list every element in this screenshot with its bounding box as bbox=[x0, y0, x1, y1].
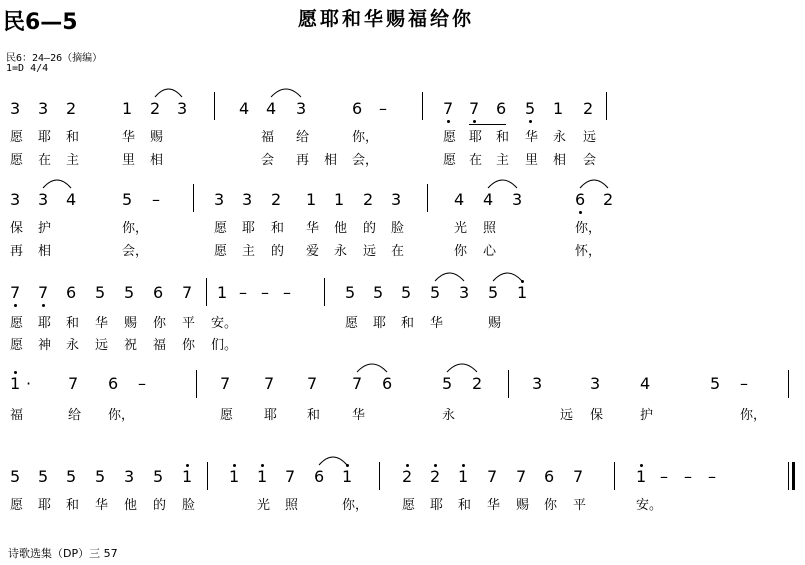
lyric-syllable: 华 bbox=[306, 221, 320, 236]
lyric-syllable: 安。 bbox=[211, 316, 238, 331]
note: 6 bbox=[352, 99, 363, 118]
lyric-syllable: 他 bbox=[334, 221, 348, 236]
lyric-syllable: 光 bbox=[257, 498, 271, 513]
note: 3 bbox=[391, 190, 402, 209]
lyric-syllable: 你， bbox=[108, 408, 135, 423]
key-signature: 1=D 4/4 bbox=[6, 63, 49, 74]
bar-line bbox=[614, 462, 615, 490]
dot-note: · bbox=[26, 374, 32, 393]
slur-arc bbox=[493, 273, 522, 281]
lyric-syllable-verse2: 的 bbox=[271, 244, 285, 259]
note: 7 bbox=[516, 467, 527, 486]
lyric-syllable: 脸 bbox=[391, 221, 405, 236]
note: 6 bbox=[314, 467, 325, 486]
lyric-syllable: 愿 bbox=[10, 498, 24, 513]
lyric-syllable-verse2: 心 bbox=[483, 244, 497, 259]
bar-line bbox=[422, 92, 423, 120]
lyric-syllable: 和 bbox=[66, 316, 80, 331]
lyric-syllable-verse2: 相 bbox=[324, 153, 338, 168]
lyric-syllable: 华 bbox=[430, 316, 444, 331]
lyric-syllable: 耶 bbox=[38, 130, 52, 145]
lyric-syllable: 赐 bbox=[150, 130, 164, 145]
lyric-syllable-verse2: 远 bbox=[95, 338, 109, 353]
lyric-syllable: 和 bbox=[458, 498, 472, 513]
upper-octave-dot bbox=[346, 464, 349, 467]
upper-octave-dot bbox=[406, 464, 409, 467]
dash-note: – bbox=[152, 190, 160, 209]
note: 5 bbox=[430, 283, 441, 302]
lyric-syllable: 华 bbox=[525, 130, 539, 145]
note: 1 bbox=[257, 467, 268, 486]
lyric-syllable-verse2: 再 bbox=[10, 244, 24, 259]
lyric-syllable: 给 bbox=[68, 408, 82, 423]
note: 6 bbox=[108, 374, 119, 393]
note: 2 bbox=[271, 190, 282, 209]
lyric-syllable: 他 bbox=[124, 498, 138, 513]
lyric-syllable: 和 bbox=[307, 408, 321, 423]
note: 5 bbox=[442, 374, 453, 393]
lower-octave-dot bbox=[529, 120, 532, 123]
lyric-syllable: 你， bbox=[352, 130, 379, 145]
lyric-syllable: 照 bbox=[285, 498, 299, 513]
lyric-syllable-verse2: 在 bbox=[38, 153, 52, 168]
upper-octave-dot bbox=[640, 464, 643, 467]
note: 3 bbox=[296, 99, 307, 118]
lyric-syllable: 华 bbox=[95, 498, 109, 513]
final-bar-thick bbox=[792, 462, 795, 490]
bar-line bbox=[379, 462, 380, 490]
note: 5 bbox=[345, 283, 356, 302]
lyric-syllable: 耶 bbox=[264, 408, 278, 423]
lyric-syllable-verse2: 在 bbox=[391, 244, 405, 259]
note: 1 bbox=[10, 374, 21, 393]
bar-line bbox=[324, 278, 325, 306]
note: 4 bbox=[66, 190, 77, 209]
bar-line bbox=[193, 184, 194, 212]
lyric-syllable-verse2: 祝 bbox=[124, 338, 138, 353]
upper-octave-dot bbox=[261, 464, 264, 467]
upper-octave-dot bbox=[233, 464, 236, 467]
slur-arc bbox=[435, 273, 464, 281]
note: 4 bbox=[239, 99, 250, 118]
dash-note: – bbox=[740, 374, 748, 393]
scripture-reference: 民6：24—26（摘编） bbox=[6, 53, 103, 64]
lyric-syllable-verse2: 们。 bbox=[211, 338, 238, 353]
slur-arc bbox=[155, 89, 182, 97]
lyric-syllable: 你， bbox=[575, 221, 602, 236]
bar-line bbox=[427, 184, 428, 212]
dash-note: – bbox=[660, 467, 668, 486]
lyric-syllable: 赐 bbox=[488, 316, 502, 331]
lyric-syllable: 华 bbox=[122, 130, 136, 145]
lyric-syllable-verse2: 主 bbox=[242, 244, 256, 259]
lyric-syllable: 耶 bbox=[430, 498, 444, 513]
lyric-syllable: 永 bbox=[442, 408, 456, 423]
note: 4 bbox=[266, 99, 277, 118]
note: 7 bbox=[469, 99, 480, 118]
lyric-syllable-verse2: 里 bbox=[122, 153, 136, 168]
lyric-syllable: 的 bbox=[153, 498, 167, 513]
note: 3 bbox=[38, 190, 49, 209]
lyric-syllable: 和 bbox=[66, 498, 80, 513]
lyric-syllable: 的 bbox=[363, 221, 377, 236]
dash-note: – bbox=[283, 283, 291, 302]
lyric-syllable: 愿 bbox=[10, 316, 24, 331]
lyric-syllable: 和 bbox=[496, 130, 510, 145]
note: 4 bbox=[483, 190, 494, 209]
lower-octave-dot bbox=[473, 120, 476, 123]
slur-arc bbox=[357, 364, 387, 372]
bar-line bbox=[606, 92, 607, 120]
slur-arc bbox=[271, 89, 301, 97]
upper-octave-dot bbox=[521, 280, 524, 283]
lyric-syllable: 脸 bbox=[182, 498, 196, 513]
slur-arc bbox=[319, 457, 347, 465]
lyric-syllable: 你， bbox=[740, 408, 767, 423]
lyric-syllable: 赐 bbox=[124, 316, 138, 331]
note: 2 bbox=[363, 190, 374, 209]
lyric-syllable-verse2: 你 bbox=[454, 244, 468, 259]
bar-line bbox=[214, 92, 215, 120]
bar-line bbox=[508, 370, 509, 398]
lyric-syllable: 你， bbox=[122, 221, 149, 236]
note: 1 bbox=[636, 467, 647, 486]
lower-octave-dot bbox=[447, 120, 450, 123]
lyric-syllable-verse2: 愿 bbox=[10, 153, 24, 168]
lyric-syllable: 和 bbox=[401, 316, 415, 331]
note: 1 bbox=[553, 99, 564, 118]
dash-note: – bbox=[379, 99, 387, 118]
note: 2 bbox=[583, 99, 594, 118]
note: 5 bbox=[373, 283, 384, 302]
footer-source: 诗歌选集（DP）三 57 bbox=[8, 547, 118, 560]
note: 1 bbox=[458, 467, 469, 486]
note: 1 bbox=[334, 190, 345, 209]
note: 6 bbox=[153, 283, 164, 302]
note: 3 bbox=[590, 374, 601, 393]
lyric-syllable: 愿 bbox=[10, 130, 24, 145]
lyric-syllable: 福 bbox=[10, 408, 24, 423]
lyric-syllable: 愿 bbox=[220, 408, 234, 423]
lyric-syllable-verse2: 会， bbox=[122, 244, 149, 259]
lower-octave-dot bbox=[14, 304, 17, 307]
lyric-syllable-verse2: 相 bbox=[150, 153, 164, 168]
lyric-syllable: 耶 bbox=[38, 498, 52, 513]
note: 7 bbox=[443, 99, 454, 118]
note: 5 bbox=[153, 467, 164, 486]
lyric-syllable-verse2: 会 bbox=[261, 153, 275, 168]
note: 2 bbox=[66, 99, 77, 118]
lyric-syllable-verse2: 爱 bbox=[306, 244, 320, 259]
final-bar-thin bbox=[788, 462, 789, 490]
lyric-syllable-verse2: 会 bbox=[583, 153, 597, 168]
note: 7 bbox=[352, 374, 363, 393]
note: 6 bbox=[496, 99, 507, 118]
lyric-syllable: 保 bbox=[10, 221, 24, 236]
note: 7 bbox=[573, 467, 584, 486]
lyric-syllable-verse2: 你 bbox=[182, 338, 196, 353]
note: 7 bbox=[220, 374, 231, 393]
note: 3 bbox=[532, 374, 543, 393]
note: 3 bbox=[177, 99, 188, 118]
upper-octave-dot bbox=[462, 464, 465, 467]
note: 7 bbox=[182, 283, 193, 302]
note: 3 bbox=[38, 99, 49, 118]
note: 3 bbox=[242, 190, 253, 209]
beam-underline bbox=[469, 124, 506, 125]
lyric-syllable: 远 bbox=[583, 130, 597, 145]
note: 5 bbox=[10, 467, 21, 486]
dash-note: – bbox=[684, 467, 692, 486]
upper-octave-dot bbox=[186, 464, 189, 467]
lyric-syllable: 福 bbox=[261, 130, 275, 145]
lyric-syllable: 远 bbox=[560, 408, 574, 423]
note: 3 bbox=[512, 190, 523, 209]
lyric-syllable: 平 bbox=[182, 316, 196, 331]
note: 6 bbox=[575, 190, 586, 209]
note: 5 bbox=[525, 99, 536, 118]
note: 1 bbox=[517, 283, 528, 302]
upper-octave-dot bbox=[434, 464, 437, 467]
note: 1 bbox=[217, 283, 228, 302]
note: 5 bbox=[401, 283, 412, 302]
lyric-syllable: 华 bbox=[352, 408, 366, 423]
dash-note: – bbox=[138, 374, 146, 393]
note: 5 bbox=[66, 467, 77, 486]
lyric-syllable: 耶 bbox=[242, 221, 256, 236]
note: 4 bbox=[640, 374, 651, 393]
note: 5 bbox=[95, 467, 106, 486]
lyric-syllable-verse2: 里 bbox=[525, 153, 539, 168]
slur-arc bbox=[488, 180, 517, 188]
lyric-syllable-verse2: 永 bbox=[334, 244, 348, 259]
lower-octave-dot bbox=[42, 304, 45, 307]
lyric-syllable-verse2: 主 bbox=[496, 153, 510, 168]
lyric-syllable-verse2: 永 bbox=[66, 338, 80, 353]
note: 2 bbox=[472, 374, 483, 393]
note: 1 bbox=[122, 99, 133, 118]
lyric-syllable-verse2: 远 bbox=[363, 244, 377, 259]
lyric-syllable: 照 bbox=[483, 221, 497, 236]
lyric-syllable: 愿 bbox=[402, 498, 416, 513]
lyric-syllable: 赐 bbox=[516, 498, 530, 513]
lyric-syllable: 光 bbox=[454, 221, 468, 236]
lyric-syllable-verse2: 相 bbox=[38, 244, 52, 259]
lyric-syllable: 和 bbox=[271, 221, 285, 236]
lyric-syllable-verse2: 再 bbox=[296, 153, 310, 168]
lyric-syllable-verse2: 怀， bbox=[575, 244, 602, 259]
note: 6 bbox=[66, 283, 77, 302]
note: 7 bbox=[285, 467, 296, 486]
lyric-syllable-verse2: 主 bbox=[66, 153, 80, 168]
note: 2 bbox=[430, 467, 441, 486]
note: 1 bbox=[342, 467, 353, 486]
lyric-syllable: 华 bbox=[95, 316, 109, 331]
lyric-syllable: 你 bbox=[153, 316, 167, 331]
lyric-syllable: 平 bbox=[573, 498, 587, 513]
slur-arc bbox=[43, 180, 71, 188]
dash-note: – bbox=[261, 283, 269, 302]
bar-line bbox=[207, 462, 208, 490]
note: 4 bbox=[454, 190, 465, 209]
lyric-syllable: 保 bbox=[590, 408, 604, 423]
note: 6 bbox=[544, 467, 555, 486]
note: 1 bbox=[229, 467, 240, 486]
lyric-syllable-verse2: 愿 bbox=[10, 338, 24, 353]
bar-line bbox=[206, 278, 207, 306]
note: 7 bbox=[307, 374, 318, 393]
lyric-syllable-verse2: 愿 bbox=[214, 244, 228, 259]
lyric-syllable: 耶 bbox=[373, 316, 387, 331]
slur-arc bbox=[580, 180, 608, 188]
lyric-syllable: 永 bbox=[553, 130, 567, 145]
lyric-syllable-verse2: 福 bbox=[153, 338, 167, 353]
note: 2 bbox=[150, 99, 161, 118]
lyric-syllable: 华 bbox=[487, 498, 501, 513]
note: 2 bbox=[402, 467, 413, 486]
note: 5 bbox=[124, 283, 135, 302]
lyric-syllable: 护 bbox=[640, 408, 654, 423]
note: 5 bbox=[710, 374, 721, 393]
note: 7 bbox=[264, 374, 275, 393]
lyric-syllable-verse2: 在 bbox=[469, 153, 483, 168]
note: 7 bbox=[68, 374, 79, 393]
lyric-syllable: 耶 bbox=[469, 130, 483, 145]
note: 1 bbox=[306, 190, 317, 209]
hymn-number: 民6—5 bbox=[3, 10, 78, 35]
note: 3 bbox=[10, 190, 21, 209]
bar-line bbox=[196, 370, 197, 398]
lyric-syllable-verse2: 神 bbox=[38, 338, 52, 353]
note: 2 bbox=[603, 190, 614, 209]
note: 3 bbox=[10, 99, 21, 118]
lower-octave-dot bbox=[579, 211, 582, 214]
note: 5 bbox=[95, 283, 106, 302]
lyric-syllable-verse2: 会， bbox=[352, 153, 379, 168]
note: 3 bbox=[124, 467, 135, 486]
lyric-syllable: 愿 bbox=[443, 130, 457, 145]
lyric-syllable: 你 bbox=[544, 498, 558, 513]
lyric-syllable: 愿 bbox=[214, 221, 228, 236]
note: 5 bbox=[38, 467, 49, 486]
lyric-syllable: 愿 bbox=[345, 316, 359, 331]
lyric-syllable-verse2: 相 bbox=[553, 153, 567, 168]
note: 1 bbox=[182, 467, 193, 486]
note: 7 bbox=[38, 283, 49, 302]
upper-octave-dot bbox=[14, 371, 17, 374]
page-title: 愿耶和华赐福给你 bbox=[298, 8, 475, 30]
note: 5 bbox=[488, 283, 499, 302]
dash-note: – bbox=[239, 283, 247, 302]
lyric-syllable: 给 bbox=[296, 130, 310, 145]
lyric-syllable: 安。 bbox=[636, 498, 663, 513]
bar-line bbox=[788, 370, 789, 398]
lyric-syllable-verse2: 愿 bbox=[443, 153, 457, 168]
lyric-syllable: 和 bbox=[66, 130, 80, 145]
lyric-syllable: 你， bbox=[342, 498, 369, 513]
note: 5 bbox=[122, 190, 133, 209]
slur-arc bbox=[447, 364, 477, 372]
note: 3 bbox=[214, 190, 225, 209]
note: 7 bbox=[10, 283, 21, 302]
dash-note: – bbox=[708, 467, 716, 486]
lyric-syllable: 耶 bbox=[38, 316, 52, 331]
note: 3 bbox=[459, 283, 470, 302]
lyric-syllable: 护 bbox=[38, 221, 52, 236]
note: 6 bbox=[382, 374, 393, 393]
note: 7 bbox=[487, 467, 498, 486]
